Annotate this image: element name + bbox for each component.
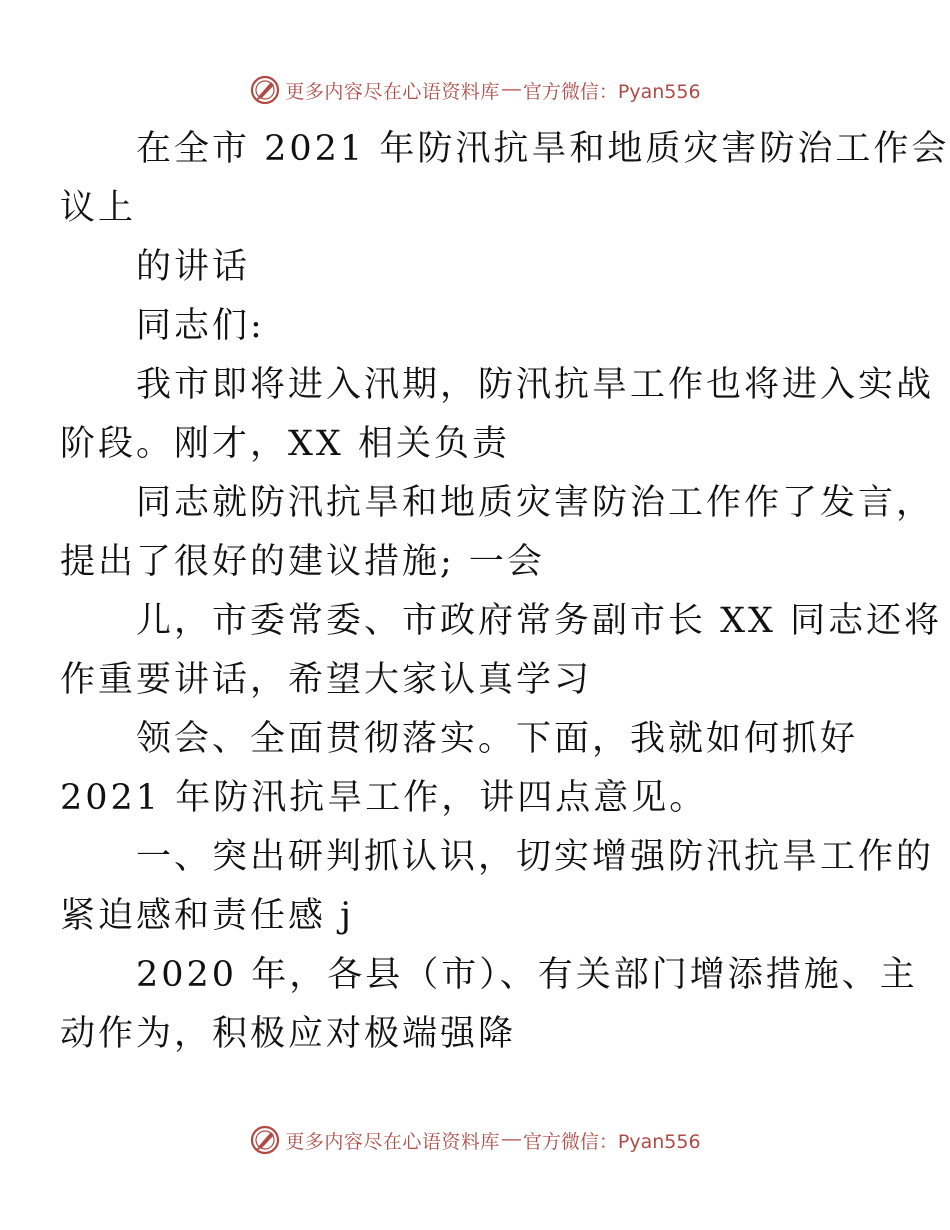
quill-logo-icon xyxy=(249,74,281,106)
text-line: 儿，市委常委、市政府常务副市长 XX 同志还将 xyxy=(136,601,943,641)
paragraph-heading xyxy=(60,828,935,946)
banner-dash: — xyxy=(501,79,521,100)
text-line: 议上 xyxy=(60,188,137,228)
banner-text: 更多内容尽在心语资料库 xyxy=(285,80,500,103)
banner-dash: — xyxy=(501,1129,521,1150)
text-line: 的讲话 xyxy=(136,247,251,287)
paragraph xyxy=(60,710,859,828)
footer-banner xyxy=(0,1120,950,1160)
banner-text: 更多内容尽在心语资料库 xyxy=(285,1130,500,1153)
paragraph-salutation xyxy=(98,297,858,356)
text-line: 同志们: xyxy=(136,306,265,346)
text-line: 在全市 2021 年防汛抗旱和地质灾害防治工作会 xyxy=(136,129,950,169)
text-line: 领会、全面贯彻落实。下面，我就如何抓好 xyxy=(136,719,859,759)
paragraph xyxy=(60,946,918,1064)
document-body xyxy=(60,120,950,1064)
text-line: 2021 年防汛抗旱工作，讲四点意见。 xyxy=(60,778,708,818)
text-line: 紧迫感和责任感 j xyxy=(60,896,354,936)
text-line: 提出了很好的建议措施; 一会 xyxy=(60,542,545,582)
banner-wechat: 官方微信：Pyan556 xyxy=(522,1130,701,1153)
quill-logo-icon xyxy=(249,1124,281,1156)
paragraph-subtitle xyxy=(98,238,858,297)
text-line: 阶段。刚才，XX 相关负责 xyxy=(60,424,510,464)
header-banner xyxy=(0,70,950,110)
text-line: 一、突出研判抓认识，切实增强防汛抗旱工作的 xyxy=(136,837,935,877)
paragraph-title xyxy=(60,120,950,238)
banner-wechat: 官方微信：Pyan556 xyxy=(522,80,701,103)
paragraph xyxy=(60,474,935,592)
text-line: 同志就防汛抗旱和地质灾害防治工作作了发言， xyxy=(136,483,935,523)
text-line: 我市即将进入汛期，防汛抗旱工作也将进入实战 xyxy=(136,365,935,405)
paragraph xyxy=(60,592,943,710)
text-line: 动作为，积极应对极端强降 xyxy=(60,1014,517,1054)
text-line: 2020 年，各县（市）、有关部门增添措施、主 xyxy=(136,955,918,995)
text-line: 作重要讲话，希望大家认真学习 xyxy=(60,660,593,700)
paragraph xyxy=(60,356,935,474)
